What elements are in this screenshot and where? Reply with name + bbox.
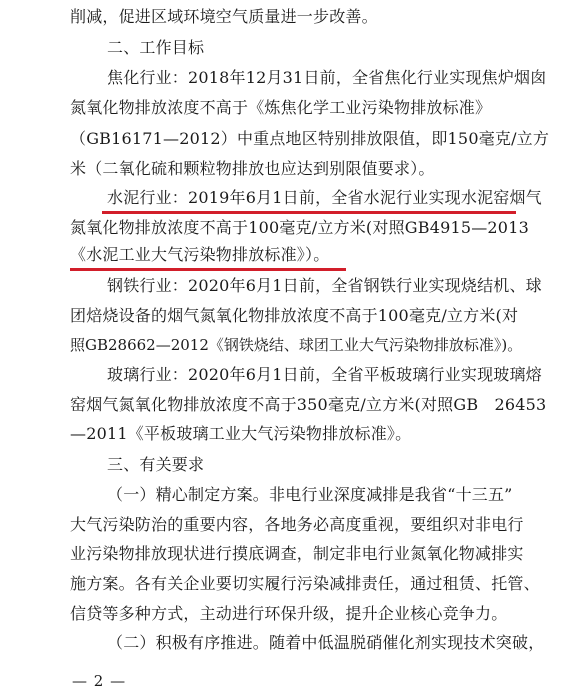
red-underline	[102, 211, 516, 214]
section-heading: 三、有关要求	[107, 455, 205, 474]
text-line: 照GB28662—2012《钢铁烧结、球团工业大气污染物排放标准》)。	[70, 336, 523, 354]
highlighted-text-line: 水泥行业：2019年6月1日前，全省水泥行业实现水泥窑烟气	[107, 188, 542, 207]
text-line: 信贷等多种方式，主动进行环保升级，提升企业核心竞争力。	[70, 604, 508, 623]
text-line: 玻璃行业：2020年6月1日前，全省平板玻璃行业实现玻璃熔	[107, 365, 542, 384]
highlighted-text-line: 氮氧化物排放浓度不高于100毫克/立方米(对照GB4915—2013	[70, 218, 529, 237]
text-line: 钢铁行业：2020年6月1日前，全省钢铁行业实现烧结机、球	[107, 276, 542, 295]
highlighted-text-line: 《水泥工业大气污染物排放标准》）。	[70, 245, 330, 264]
section-heading: 二、工作目标	[107, 38, 205, 57]
text-line: 窑烟气氮氧化物排放浓度不高于350毫克/立方米(对照GB 26453	[70, 395, 547, 414]
text-line: 削减，促进区域环境空气质量进一步改善。	[70, 7, 378, 26]
text-line: （二）积极有序推进。随着中低温脱硝催化剂实现技术突破，	[107, 633, 545, 652]
text-line: 氮氧化物排放浓度不高于《炼焦化学工业污染物排放标准》	[70, 98, 492, 117]
red-underline	[70, 268, 346, 271]
text-line: 米（二氧化硫和颗粒物排放也应达到别限值要求）。	[70, 159, 435, 178]
text-line: 业污染物排放现状进行摸底调查，制定非电行业氮氧化物减排实	[70, 544, 524, 563]
text-line: —2011《平板玻璃工业大气污染物排放标准》。	[70, 424, 412, 443]
text-line: 大气污染防治的重要内容，各地务必高度重视，要组织对非电行	[70, 515, 524, 534]
text-line: 团焙烧设备的烟气氮氧化物排放浓度不高于100毫克/立方米(对	[70, 306, 519, 325]
text-line: 焦化行业：2018年12月31日前，全省焦化行业实现焦炉烟囱	[107, 68, 547, 87]
text-line: （一）精心制定方案。非电行业深度减排是我省“十三五”	[107, 485, 513, 504]
text-line: （GB16171—2012）中重点地区特别排放限值，即150毫克/立方	[70, 129, 550, 148]
text-line: 施方案。各有关企业要切实履行污染减排责任，通过租赁、托管、	[70, 574, 540, 593]
page-number: — 2 —	[72, 672, 127, 690]
